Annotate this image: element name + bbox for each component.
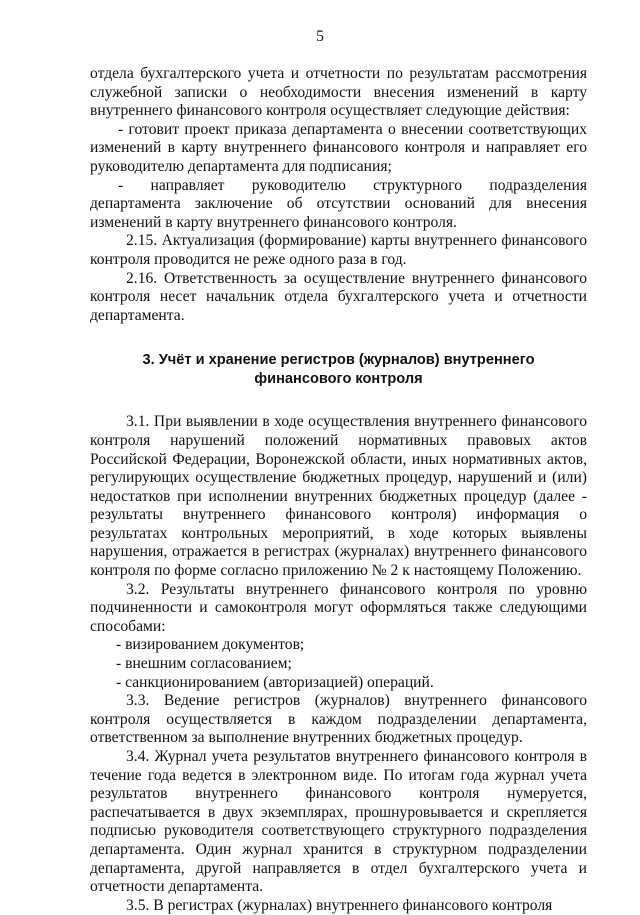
paragraph-3-2: 3.2. Результаты внутреннего финансового контроля по уровню подчиненности и самоконтроля могут оформляться также следующими способами: <box>90 580 587 635</box>
paragraph-3-4: 3.4. Журнал учета результатов внутреннего финансового контроля в течение года ведется в электронном виде. По итогам года журнал учета результатов внутреннего финансового контроля нумеруется, распечатывается в двух экземплярах, прошнуровывается и скрепляется подписью руководителя соответствующего структурного подразделения департамента. Один журнал хранится в структурном подразделении департамента, другой направляется в отдел бухгалтерского учета и отчетности департамента. <box>90 748 587 896</box>
list-item-external-approval: - внешним согласованием; <box>116 655 292 673</box>
paragraph-3-5: 3.5. В регистрах (журналах) внутреннего финансового контроля <box>126 896 553 914</box>
paragraph-dash-item-2: - направляет руководителю структурного подразделения департамента заключение об отсутствии оснований для внесения изменений в карту внутреннего финансового контроля. <box>90 176 587 231</box>
list-item-visa: - визированием документов; <box>116 636 305 654</box>
paragraph-dash-item-1: - готовит проект приказа департамента о внесении соответствующих изменений в карту внутреннего финансового контроля и направляет его руководителю департамента для подписания; <box>90 120 587 175</box>
document-body <box>90 65 587 915</box>
list-item-authorization: - санкционированием (авторизацией) операций. <box>116 673 434 691</box>
paragraph-2-15: 2.15. Актуализация (формирование) карты внутреннего финансового контроля проводится не реже одного раза в год. <box>90 232 587 268</box>
paragraph-3-1: 3.1. При выявлении в ходе осуществления внутреннего финансового контроля нарушений положений нормативных правовых актов Российской Федерации, Воронежской области, иных нормативных актов, регулирующих осуществление бюджетных процедур, нарушений и (или) недостатков при исполнении внутренних бюджетных процедур (далее - результаты внутреннего финансового контроля) информация о результатах контрольных мероприятий, в ходе которых выявлены нарушения, отражается в регистрах (журналах) внутреннего финансового контроля по форме согласно приложению № 2 к настоящему Положению. <box>90 413 587 580</box>
paragraph-3-3: 3.3. Ведение регистров (журналов) внутреннего финансового контроля осуществляется в каждом подразделении департамента, ответственном за выполнение внутренних бюджетных процедур. <box>90 692 587 747</box>
paragraph-2-16: 2.16. Ответственность за осуществление внутреннего финансового контроля несет начальник отдела бухгалтерского учета и отчетности департамента. <box>90 269 587 324</box>
paragraph-continuation: отдела бухгалтерского учета и отчетности по результатам рассмотрения служебной записки о необходимости внесения изменений в карту внутреннего финансового контроля осуществляет следующие действия: <box>90 65 587 120</box>
page-number: 5 <box>316 28 324 45</box>
section-3-heading: 3. Учёт и хранение регистров (журналов) внутреннего финансового контроля <box>142 352 535 388</box>
